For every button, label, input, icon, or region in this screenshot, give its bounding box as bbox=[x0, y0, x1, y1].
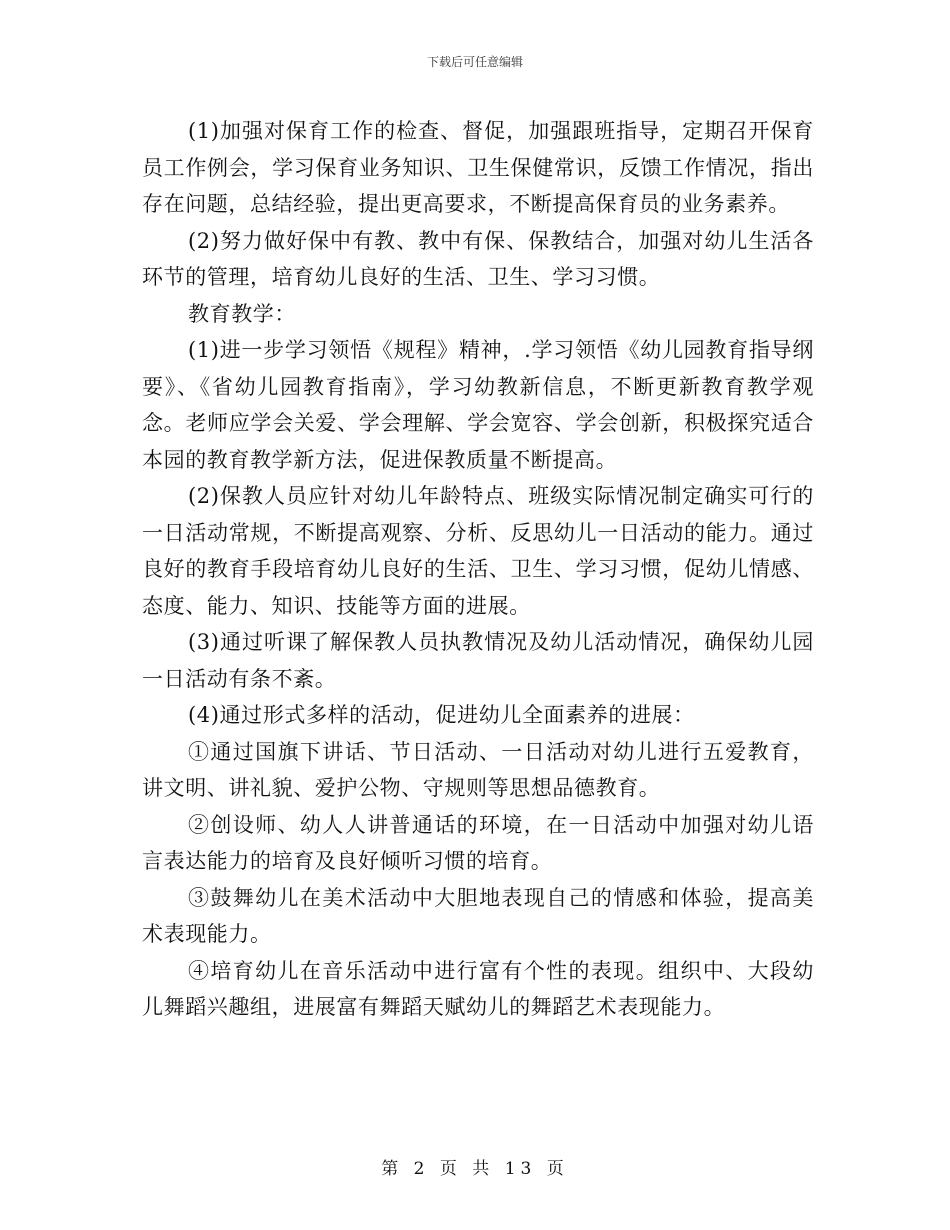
list-item-2: ②创设师、幼人人讲普通话的环境，在一日活动中加强对幼儿语言表达能力的培育及良好倾听习惯的培育。 bbox=[142, 812, 814, 873]
list-item-4: ④培育幼儿在音乐活动中进行富有个性的表现。组织中、大段幼儿舞蹈兴趣组，进展富有舞蹈天赋幼儿的舞蹈艺术表现能力。 bbox=[142, 958, 814, 1019]
paragraph-4: (2)保教人员应针对幼儿年龄特点、班级实际情况制定确实可行的一日活动常规，不断提高观察、分析、反思幼儿一日活动的能力。通过良好的教育手段培育幼儿良好的生活、卫生、学习习惯，促幼儿情感、态度、能力、知识、技能等方面的进展。 bbox=[142, 484, 814, 618]
paragraph-5: (3)通过听课了解保教人员执教情况及幼儿活动情况，确保幼儿园一日活动有条不紊。 bbox=[142, 630, 814, 691]
paragraph-6: (4)通过形式多样的活动，促进幼儿全面素养的进展： bbox=[188, 703, 695, 727]
page-header: 下载后可任意编辑 bbox=[426, 55, 523, 69]
paragraph-2: (2)努力做好保中有教、教中有保、保教结合，加强对幼儿生活各环节的管理，培育幼儿良好的生活、卫生、学习习惯。 bbox=[142, 228, 814, 289]
paragraph-1: (1)加强对保育工作的检查、督促，加强跟班指导，定期召开保育员工作例会，学习保育业务知识、卫生保健常识，反馈工作情况，指出存在问题，总结经验，提出更高要求，不断提高保育员的业务素养。 bbox=[142, 119, 814, 216]
list-item-3: ③鼓舞幼儿在美术活动中大胆地表现自己的情感和体验，提高美术表现能力。 bbox=[142, 885, 814, 946]
section-heading-teaching: 教育教学： bbox=[188, 301, 296, 326]
document-body bbox=[142, 113, 814, 1026]
list-item-1: ①通过国旗下讲话、节日活动、一日活动对幼儿进行五爱教育，讲文明、讲礼貌、爱护公物、守规则等思想品德教育。 bbox=[142, 739, 814, 800]
paragraph-3: (1)进一步学习领悟《规程》精神，.学习领悟《幼儿园教育指导纲要》、《省幼儿园教育指南》，学习幼教新信息，不断更新教育教学观念。老师应学会关爱、学会理解、学会宽容、学会创新，积极探究适合本园的教育教学新方法，促进保教质量不断提高。 bbox=[142, 338, 814, 472]
page-footer: 第 2 页 共 13 页 bbox=[381, 1159, 569, 1179]
